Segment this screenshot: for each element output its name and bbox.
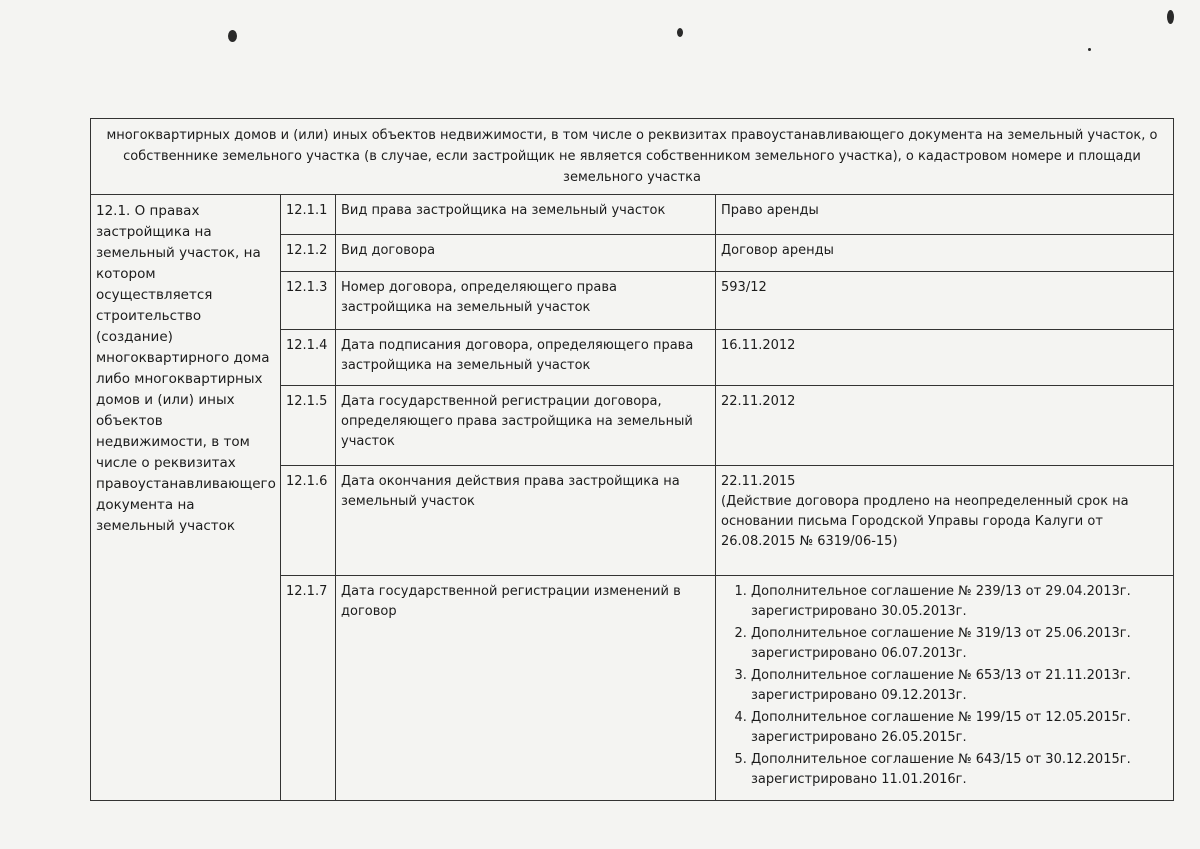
- row-number: 12.1.6: [281, 466, 336, 576]
- row-value-date: 22.11.2015: [721, 474, 796, 489]
- land-rights-table: [90, 118, 1174, 801]
- row-value: Право аренды: [716, 195, 1174, 235]
- scan-speck: [1167, 10, 1174, 24]
- row-value: 593/12: [716, 272, 1174, 330]
- row-value: [716, 466, 1174, 576]
- amendment-item: 2. Дополнительное соглашение № 319/13 от 25.06.2013г. зарегистрировано 06.07.2013г.: [751, 624, 1168, 664]
- row-label: Дата окончания действия права застройщика на земельный участок: [336, 466, 716, 576]
- scan-speck: [1088, 48, 1091, 51]
- row-value: Договор аренды: [716, 235, 1174, 272]
- row-number: 12.1.2: [281, 235, 336, 272]
- row-label: Вид договора: [336, 235, 716, 272]
- scan-speck: [228, 30, 237, 42]
- row-label: Дата государственной регистрации договора, определяющего права застройщика на земельный участок: [336, 386, 716, 466]
- row-value-note: (Действие договора продлено на неопределенный срок на основании письма Городской Управы города Калуги от 26.08.2015 № 6319/06-15): [721, 494, 1129, 549]
- row-label: Номер договора, определяющего права застройщика на земельный участок: [336, 272, 716, 330]
- row-value: 22.11.2012: [716, 386, 1174, 466]
- row-label: Вид права застройщика на земельный участок: [336, 195, 716, 235]
- row-value: 16.11.2012: [716, 330, 1174, 386]
- row-number: 12.1.7: [281, 576, 336, 801]
- amendment-item: 4. Дополнительное соглашение № 199/15 от 12.05.2015г. зарегистрировано 26.05.2015г.: [751, 708, 1168, 748]
- amendments-list: [721, 582, 1168, 790]
- amendment-item: 5. Дополнительное соглашение № 643/15 от 30.12.2015г. зарегистрировано 11.01.2016г.: [751, 750, 1168, 790]
- row-label: Дата подписания договора, определяющего права застройщика на земельный участок: [336, 330, 716, 386]
- row-number: 12.1.4: [281, 330, 336, 386]
- row-number: 12.1.1: [281, 195, 336, 235]
- row-number: 12.1.5: [281, 386, 336, 466]
- row-label: Дата государственной регистрации изменений в договор: [336, 576, 716, 801]
- amendments-cell: [716, 576, 1174, 801]
- section-title: 12.1. О правах застройщика на земельный участок, на котором осуществляется строительство (создание) многоквартирного дома либо многоквартирных домов и (или) иных объектов недвижимости, в том числе о реквизитах правоустанавливающего документа на земельный участок: [91, 195, 281, 801]
- amendment-item: 3. Дополнительное соглашение № 653/13 от 21.11.2013г. зарегистрировано 09.12.2013г.: [751, 666, 1168, 706]
- section-header: многоквартирных домов и (или) иных объектов недвижимости, в том числе о реквизитах правоустанавливающего документа на земельный участок, о собственнике земельного участка (в случае, если застройщик не является собственником земельного участка), о кадастровом номере и площади земельного участка: [91, 119, 1174, 195]
- row-number: 12.1.3: [281, 272, 336, 330]
- amendment-item: 1. Дополнительное соглашение № 239/13 от 29.04.2013г. зарегистрировано 30.05.2013г.: [751, 582, 1168, 622]
- scan-speck: [677, 28, 683, 37]
